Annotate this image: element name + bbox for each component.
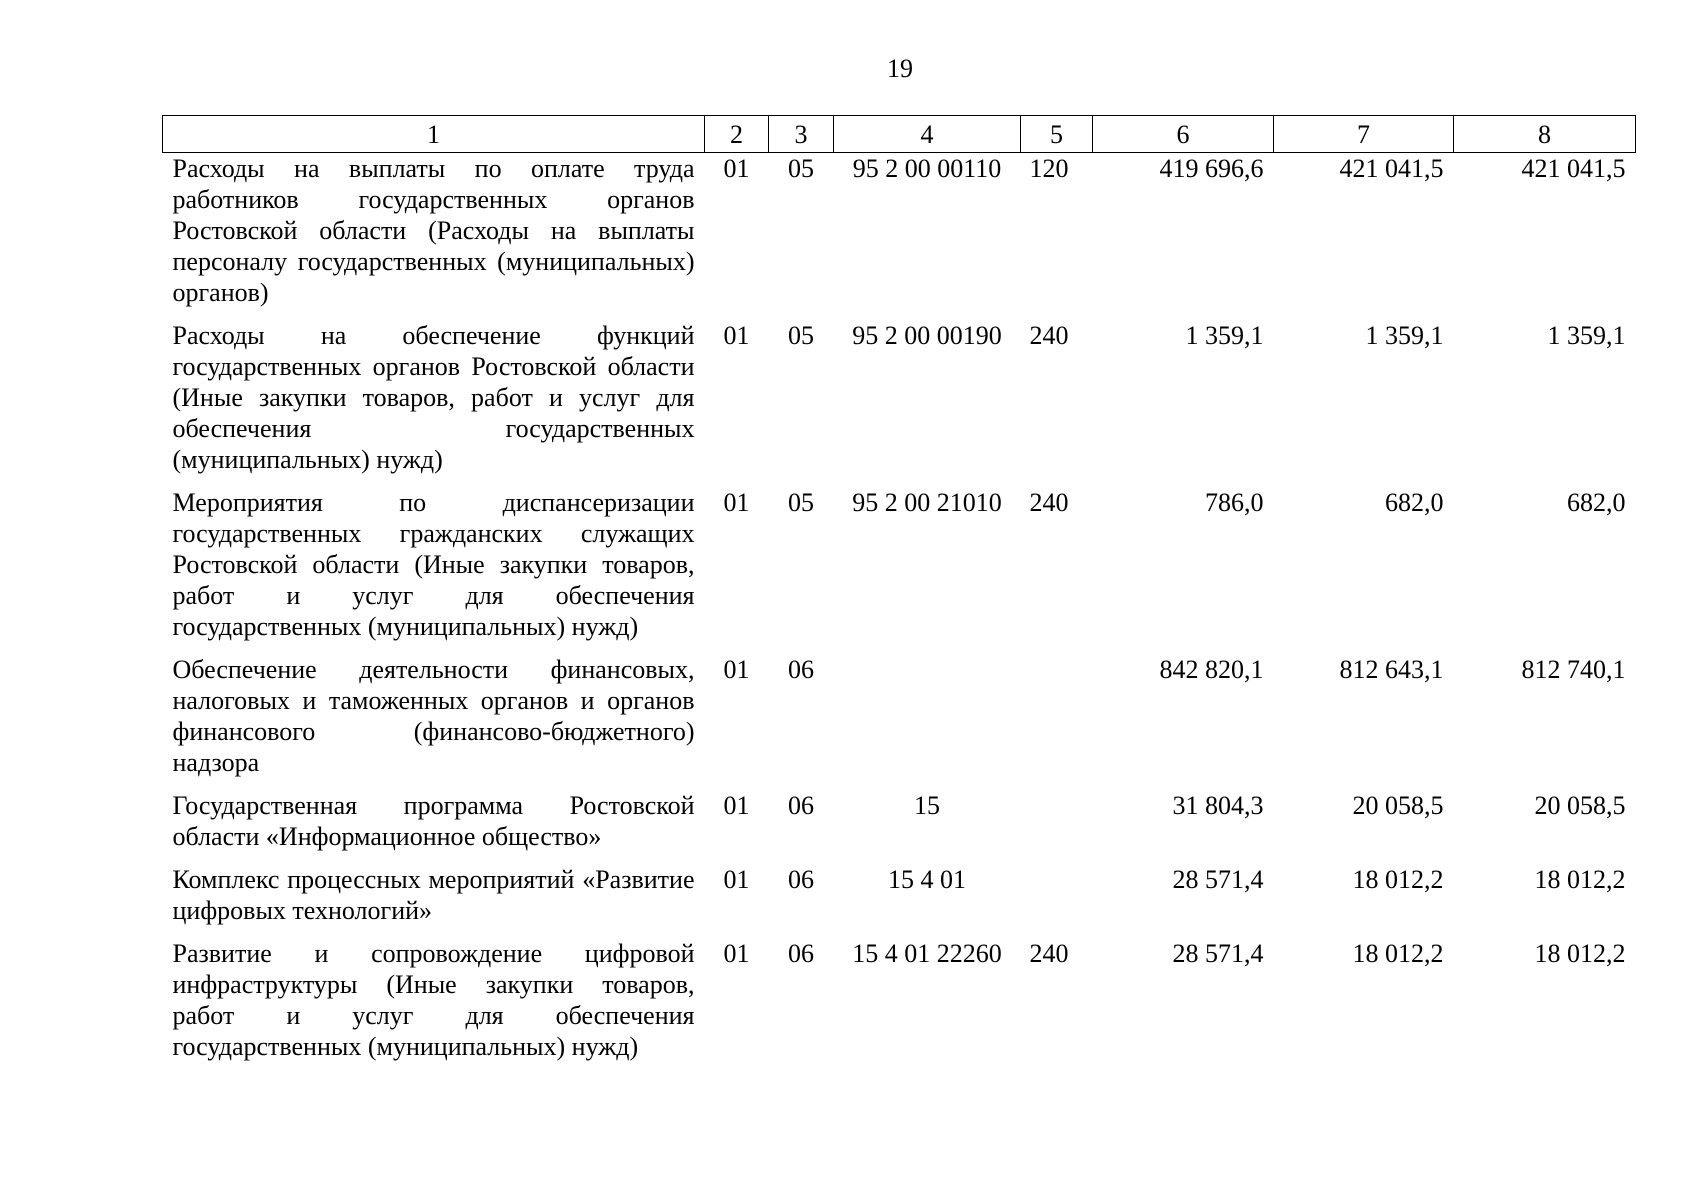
table-row	[163, 320, 1636, 487]
row-subsection: 05	[788, 488, 814, 517]
row-target-code: 95 2 00 21010	[852, 488, 1002, 517]
row-value-col8: 18 012,2	[1534, 939, 1626, 968]
table-row	[163, 487, 1636, 654]
row-expense-type	[1021, 790, 1093, 864]
row-section: 01	[723, 488, 750, 517]
row-expense-type: 240	[1029, 321, 1069, 350]
header-cell: 8	[1454, 116, 1636, 153]
header-cell: 4	[834, 116, 1021, 153]
row-subsection: 05	[788, 321, 814, 350]
row-target-code: 15 4 01 22260	[852, 939, 1002, 968]
header-cell: 1	[163, 116, 705, 153]
row-value-col7: 18 012,2	[1352, 939, 1444, 968]
row-target-code: 15 4 01	[888, 865, 966, 894]
row-name: Государственная программа Ростовской области «Информационное общество»	[172, 791, 695, 851]
row-value-col6: 842 820,1	[1159, 655, 1264, 684]
row-value-col7: 20 058,5	[1352, 791, 1444, 820]
table-row	[163, 654, 1636, 790]
row-name: Развитие и сопровождение цифровой инфраструктуры (Иные закупки товаров, работ и услуг для обеспечения государственных (муниципальных) нужд)	[172, 939, 695, 1061]
header-row	[163, 116, 1636, 153]
page-number: 19	[887, 54, 913, 83]
row-target-code: 15	[914, 791, 940, 820]
table-row	[163, 153, 1636, 321]
table-row	[163, 864, 1636, 938]
row-section: 01	[723, 321, 750, 350]
row-value-col7: 421 041,5	[1339, 154, 1444, 183]
row-value-col7: 18 012,2	[1352, 865, 1444, 894]
row-name: Мероприятия по диспансеризации государственных гражданских служащих Ростовской области (Иные закупки товаров, работ и услуг для обеспечения государственных (муниципальных) нужд)	[172, 488, 695, 641]
row-value-col6: 31 804,3	[1172, 791, 1264, 820]
row-value-col6: 786,0	[1205, 488, 1264, 517]
row-expense-type: 240	[1029, 939, 1069, 968]
row-section: 01	[723, 939, 750, 968]
budget-table	[162, 115, 1636, 1074]
row-name: Обеспечение деятельности финансовых, налоговых и таможенных органов и органов финансового (финансово-бюджетного) надзора	[172, 655, 695, 777]
row-subsection: 06	[788, 865, 814, 894]
table-row	[163, 938, 1636, 1074]
row-subsection: 06	[788, 791, 814, 820]
row-section: 01	[723, 154, 750, 183]
row-name: Расходы на обеспечение функций государственных органов Ростовской области (Иные закупки товаров, работ и услуг для обеспечения государственных (муниципальных) нужд)	[172, 321, 695, 474]
row-value-col8: 1 359,1	[1547, 321, 1626, 350]
row-expense-type: 240	[1029, 488, 1069, 517]
row-expense-type	[1021, 864, 1093, 938]
row-name: Расходы на выплаты по оплате труда работников государственных органов Ростовской области (Расходы на выплаты персоналу государственных (муниципальных) органов)	[172, 154, 695, 307]
row-expense-type	[1021, 654, 1093, 790]
row-value-col7: 812 643,1	[1339, 655, 1444, 684]
row-target-code: 95 2 00 00110	[852, 154, 1002, 183]
row-target-code	[834, 654, 1021, 790]
table-row	[163, 790, 1636, 864]
header-cell: 3	[769, 116, 834, 153]
header-cell: 2	[705, 116, 769, 153]
row-subsection: 06	[788, 939, 814, 968]
row-value-col8: 18 012,2	[1534, 865, 1626, 894]
row-section: 01	[723, 791, 750, 820]
row-section: 01	[723, 865, 750, 894]
row-subsection: 05	[788, 154, 814, 183]
header-cell: 7	[1274, 116, 1454, 153]
row-subsection: 06	[788, 655, 814, 684]
row-expense-type: 120	[1029, 154, 1069, 183]
row-value-col8: 812 740,1	[1521, 655, 1626, 684]
row-value-col6: 419 696,6	[1159, 154, 1264, 183]
row-value-col8: 682,0	[1567, 488, 1626, 517]
row-value-col7: 682,0	[1385, 488, 1444, 517]
row-name: Комплекс процессных мероприятий «Развитие цифровых технологий»	[172, 865, 695, 925]
row-value-col7: 1 359,1	[1365, 321, 1444, 350]
row-value-col6: 1 359,1	[1185, 321, 1264, 350]
row-target-code: 95 2 00 00190	[852, 321, 1002, 350]
row-value-col8: 20 058,5	[1534, 791, 1626, 820]
header-cell: 5	[1021, 116, 1093, 153]
row-value-col6: 28 571,4	[1172, 939, 1264, 968]
row-section: 01	[723, 655, 750, 684]
header-cell: 6	[1093, 116, 1274, 153]
row-value-col8: 421 041,5	[1521, 154, 1626, 183]
row-value-col6: 28 571,4	[1172, 865, 1264, 894]
